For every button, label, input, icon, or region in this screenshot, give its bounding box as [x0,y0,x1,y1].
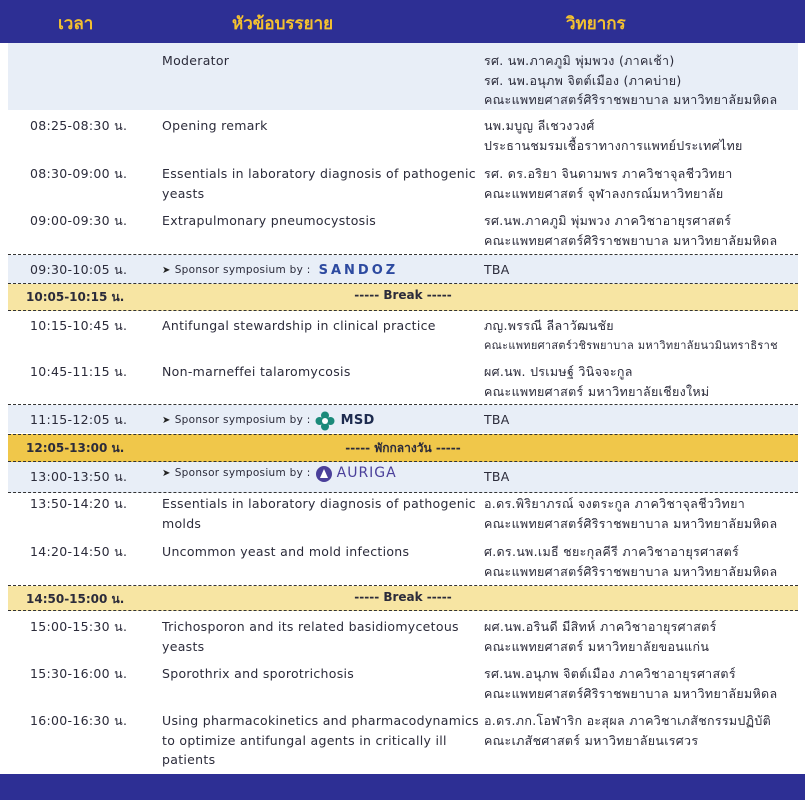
row-speaker: TBA [484,262,510,277]
row-time: 08:25-08:30 น. [30,118,128,133]
header-time: เวลา [58,14,94,34]
row-speaker: ภญ.พรรณี ลีลาวัฒนชัย คณะแพทยศาสตร์วชิรพยาบาล มหาวิทยาลัยนวมินทราธิราช [484,318,778,352]
row-topic: Sporothrix and sporotrichosis [162,666,355,681]
auriga-logo-icon [315,465,333,483]
sponsor-row [8,255,798,284]
row-topic: Essentials in laboratory diagnosis of pathogenic yeasts [162,166,476,201]
row-topic: Antifungal stewardship in clinical practice [162,318,436,333]
row-topic: Non-marneffei talaromycosis [162,364,351,379]
row-time: 09:00-09:30 น. [30,213,128,228]
sponsor-row [8,405,798,433]
row-time: 15:30-16:00 น. [30,666,128,681]
row-speaker: ผศ.นพ.อรินดี มีสิทห์ ภาควิชาอายุรศาสตร์ คณะแพทยศาสตร์ มหาวิทยาลัยขอนแก่น [484,619,717,654]
sponsor-label: ➤ Sponsor symposium by : MSD [162,411,375,431]
row-topic: Opening remark [162,118,268,133]
msd-logo-icon [315,411,335,431]
row-time: 08:30-09:00 น. [30,166,128,181]
row-speaker: TBA [484,469,510,484]
row-topic: Essentials in laboratory diagnosis of pathogenic molds [162,496,476,531]
schedule-row [8,664,798,708]
schedule-row [8,711,798,771]
schedule-row [8,494,798,538]
row-time: 09:30-10:05 น. [30,262,128,277]
lunch-band [8,434,798,462]
header-topic: หัวข้อบรรยาย [232,14,334,34]
row-time: 11:15-12:05 น. [30,412,128,427]
row-topic: Extrapulmonary pneumocystosis [162,213,377,228]
footer-bar [0,774,805,800]
row-topic: Trichosporon and its related basidiomycetous yeasts [162,619,459,654]
break-band [8,586,798,611]
schedule-row [8,542,798,586]
schedule-row [8,617,798,661]
sponsor-label: ➤ Sponsor symposium by : SANDOZ [162,261,398,281]
auriga-logo: AURIGA [336,465,397,481]
header-speaker: วิทยากร [566,14,626,34]
arrow-icon: ➤ [162,415,171,427]
msd-logo: MSD [340,413,375,429]
schedule-row [8,43,798,110]
row-speaker: รศ. ดร.อริยา จินดามพร ภาควิชาจุลชีววิทยา คณะแพทยศาสตร์ จุฬาลงกรณ์มหาวิทยาลัย [484,166,733,201]
schedule-row [8,211,798,255]
row-topic: Uncommon yeast and mold infections [162,544,410,559]
band-label: ----- พักกลางวัน ----- [345,441,461,455]
row-speaker: TBA [484,412,510,427]
row-speaker: ผศ.นพ. ปรเมษฐ์ วินิจจะกูล คณะแพทยศาสตร์ มหาวิทยาลัยเชียงใหม่ [484,364,710,399]
row-time: 10:45-11:15 น. [30,364,128,379]
arrow-icon: ➤ [162,265,171,276]
band-time: 10:05-10:15 น. [26,290,125,304]
band-label: ----- Break ----- [354,288,452,302]
row-time: 13:00-13:50 น. [30,469,128,484]
schedule-row [8,316,798,360]
arrow-icon: ➤ [162,468,171,479]
band-time: 14:50-15:00 น. [26,592,125,606]
row-speaker: อ.ดร.ภก.โอฬาริก อะสุผล ภาควิชาเภสัชกรรมปฏิบัติ คณะเภสัชศาสตร์ มหาวิทยาลัยนเรศวร [484,713,771,748]
row-topic: Using pharmacokinetics and pharmacodynamics to optimize antifungal agents in critically ill patients [162,713,479,767]
sandoz-logo: SANDOZ [318,263,399,278]
row-topic: Moderator [162,53,230,68]
row-speaker: อ.ดร.พิริยาภรณ์ จงตระกูล ภาควิชาจุลชีววิทยา คณะแพทยศาสตร์ศิริราชพยาบาล มหาวิทยาลัยมหิดล [484,496,778,531]
row-time: 14:20-14:50 น. [30,544,128,559]
row-speaker: รศ.นพ.ภาคภูมิ พุ่มพวง ภาควิชาอายุรศาสตร์ คณะแพทยศาสตร์ศิริราชพยาบาล มหาวิทยาลัยมหิดล [484,213,778,248]
row-time: 15:00-15:30 น. [30,619,128,634]
row-time: 13:50-14:20 น. [30,496,128,511]
schedule-header [0,0,805,43]
schedule-row [8,164,798,208]
band-time: 12:05-13:00 น. [26,441,125,455]
row-speaker: รศ.นพ.อนุภพ จิตต์เมือง ภาควิชาอายุรศาสตร์ คณะแพทยศาสตร์ศิริราชพยาบาล มหาวิทยาลัยมหิดล [484,666,778,701]
row-speaker: ศ.ดร.นพ.เมธี ชยะกุลคีรี ภาควิชาอายุรศาสตร์ คณะแพทยศาสตร์ศิริราชพยาบาล มหาวิทยาลัยมหิดล [484,544,778,579]
row-time: 16:00-16:30 น. [30,713,128,728]
sponsor-label: ➤ Sponsor symposium by : AURIGA [162,464,397,484]
schedule-row [8,362,798,405]
row-speaker: นพ.มบูญ ลีเชวงวงศ์ ประธานชมรมเชื้อราทางการแพทย์ประเทศไทย [484,118,743,153]
row-time: 10:15-10:45 น. [30,318,128,333]
schedule-row [8,116,798,160]
sponsor-row [8,462,798,493]
row-speaker: รศ. นพ.ภาคภูมิ พุ่มพวง (ภาคเช้า) รศ. นพ.อนุภพ จิตต์เมือง (ภาคบ่าย) คณะแพทยศาสตร์ศิริราชพยาบาล มหาวิทยาลัยมหิดล [484,53,778,107]
break-band [8,284,798,311]
band-label: ----- Break ----- [354,590,452,604]
